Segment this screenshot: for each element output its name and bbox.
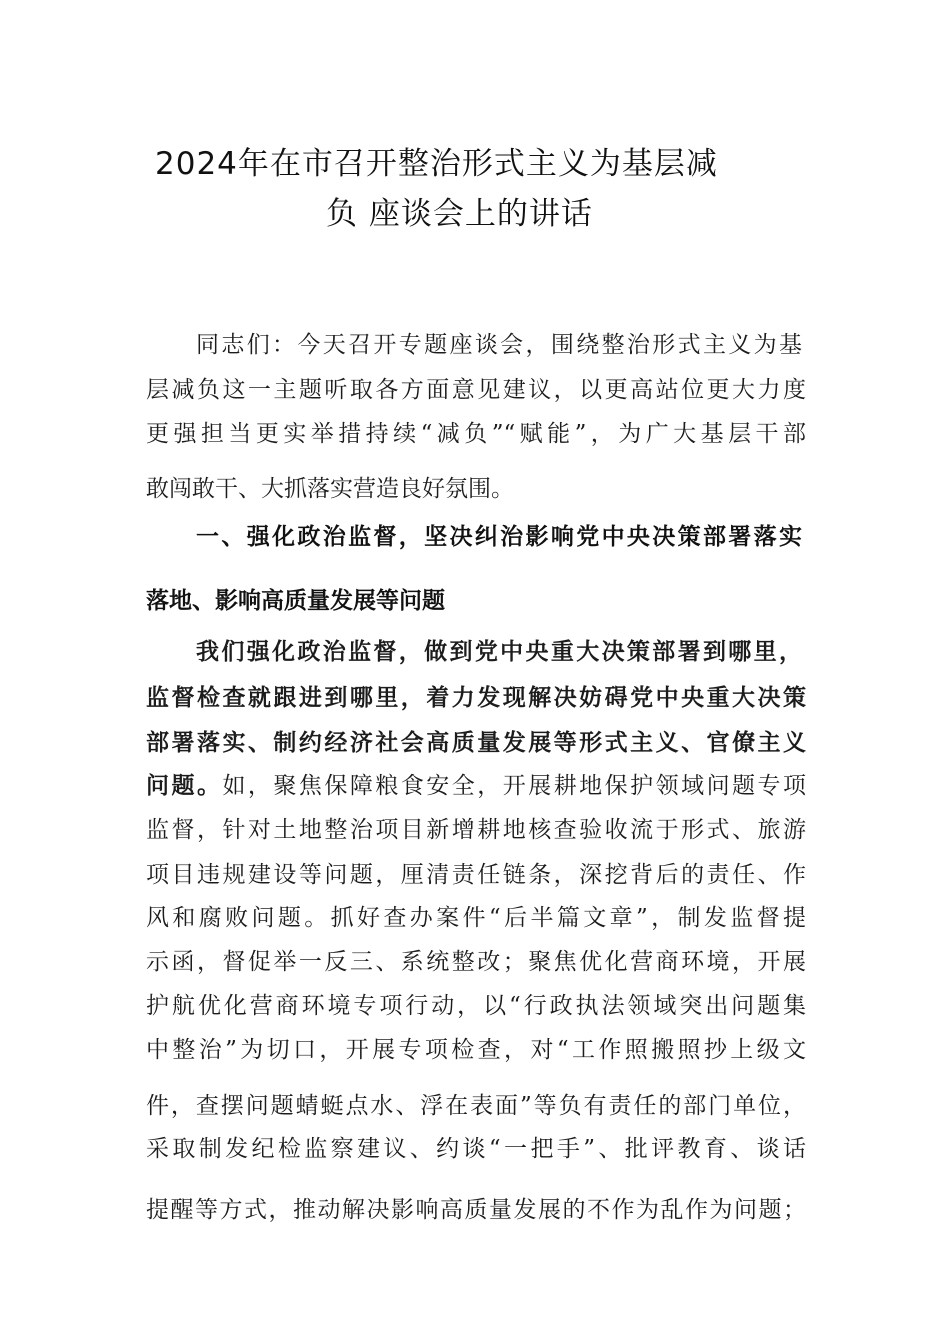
- body-line-17: 件，查摆问题蜻蜓点水、浮在表面”等负有责任的部门单位，: [146, 1093, 806, 1119]
- section-heading-line-2: 落地、影响高质量发展等问题: [146, 587, 445, 614]
- body-line-10-rest: 如，聚焦保障粮食安全，开展耕地保护领域问题专项: [222, 773, 807, 799]
- section-heading-line-1: 一、强化政治监督，坚决纠治影响党中央决策部署落实: [196, 523, 802, 550]
- body-line-13: 风和腐败问题。抓好查办案件“后半篇文章”，制发监督提: [146, 905, 806, 931]
- body-line-14: 示函，督促举一反三、系统整改；聚焦优化营商环境，开展: [146, 949, 806, 975]
- body-line-19: 提醒等方式，推动解决影响高质量发展的不作为乱作为问题；: [146, 1197, 806, 1223]
- body-line-4: 敢闯敢干、大抓落实营造良好氛围。: [146, 476, 514, 502]
- document-title-line-2: 负 座谈会上的讲话: [326, 196, 593, 232]
- body-line-8: 监督检查就跟进到哪里，着力发现解决妨碍党中央重大决策: [146, 684, 806, 711]
- body-line-15: 护航优化营商环境专项行动，以“行政执法领域突出问题集: [146, 993, 806, 1019]
- document-title-line-1: 2024年在市召开整治形式主义为基层减: [155, 146, 718, 182]
- body-line-10: [146, 767, 806, 800]
- body-line-10-bold-prefix: 问题。: [146, 772, 223, 799]
- body-line-9: 部署落实、制约经济社会高质量发展等形式主义、官僚主义: [146, 729, 806, 756]
- body-line-11: 监督，针对土地整治项目新增耕地核查验收流于形式、旅游: [146, 817, 806, 843]
- body-line-7: 我们强化政治监督，做到党中央重大决策部署到哪里，: [196, 638, 802, 665]
- body-line-16: 中整治”为切口，开展专项检查，对“工作照搬照抄上级文: [146, 1037, 806, 1063]
- body-line-1: 同志们：今天召开专题座谈会，围绕整治形式主义为基: [196, 332, 802, 358]
- body-line-12: 项目违规建设等问题，厘清责任链条，深挖背后的责任、作: [146, 862, 806, 888]
- body-line-18: 采取制发纪检监察建议、约谈“一把手”、批评教育、谈话: [146, 1136, 806, 1162]
- body-line-2: 层减负这一主题听取各方面意见建议，以更高站位更大力度: [146, 377, 806, 403]
- body-line-3: 更强担当更实举措持续“减负”“赋能”，为广大基层干部: [146, 421, 806, 447]
